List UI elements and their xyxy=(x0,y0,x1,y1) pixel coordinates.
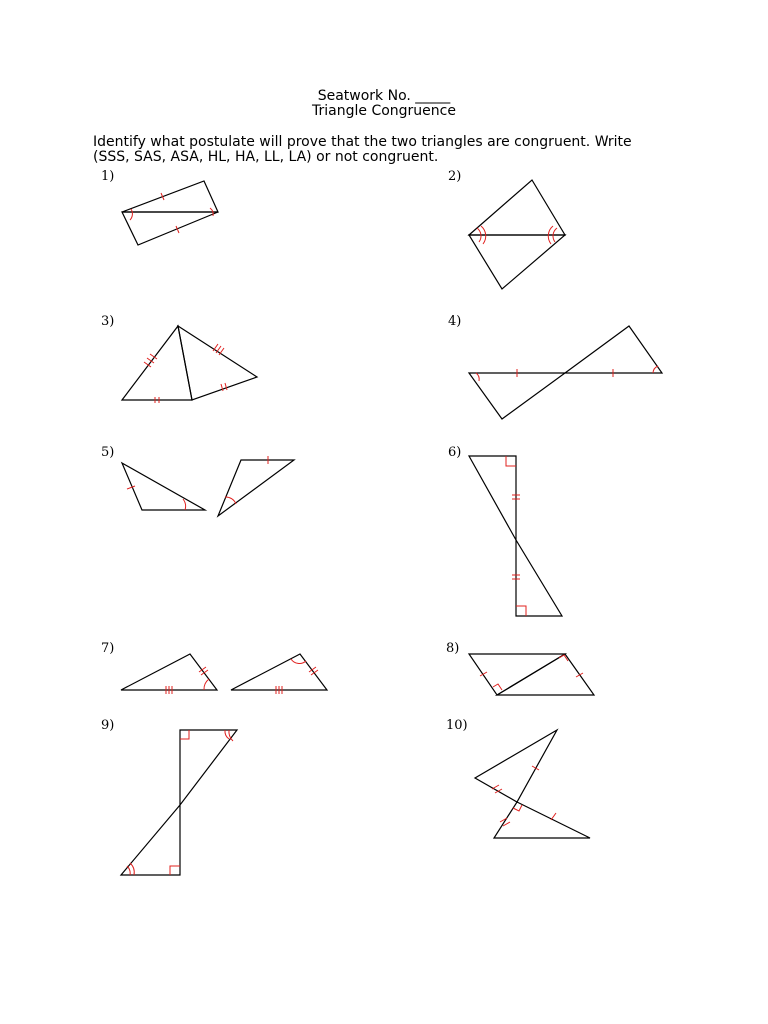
figure-2-triangles xyxy=(469,180,565,289)
figure-1-triangles xyxy=(122,181,218,245)
figure-8-triangles xyxy=(469,654,594,695)
figure-4-triangles xyxy=(469,326,662,419)
problem-number-10: 10) xyxy=(446,718,468,733)
problem-number-5: 5) xyxy=(101,445,115,460)
figure-6-triangles xyxy=(469,456,562,616)
seatwork-number-heading: Seatwork No. _____ xyxy=(317,88,451,104)
figure-5-triangles xyxy=(122,456,294,516)
figure-3-triangles xyxy=(122,326,257,403)
problem-number-7: 7) xyxy=(101,641,115,656)
instructions-line-2: (SSS, SAS, ASA, HL, HA, LL, LA) or not congruent. xyxy=(93,149,439,165)
problem-number-2: 2) xyxy=(448,169,462,184)
instructions-line-1: Identify what postulate will prove that the two triangles are congruent. Write xyxy=(93,134,632,150)
problem-number-1: 1) xyxy=(101,169,115,184)
worksheet-title: Triangle Congruence xyxy=(312,103,456,119)
figure-10-triangles xyxy=(475,730,590,838)
problem-number-9: 9) xyxy=(101,718,115,733)
problem-number-3: 3) xyxy=(101,314,115,329)
problem-number-4: 4) xyxy=(448,314,462,329)
figure-9-triangles xyxy=(121,730,237,875)
problem-number-6: 6) xyxy=(448,445,462,460)
figure-7-triangles xyxy=(121,654,327,694)
problem-number-8: 8) xyxy=(446,641,460,656)
